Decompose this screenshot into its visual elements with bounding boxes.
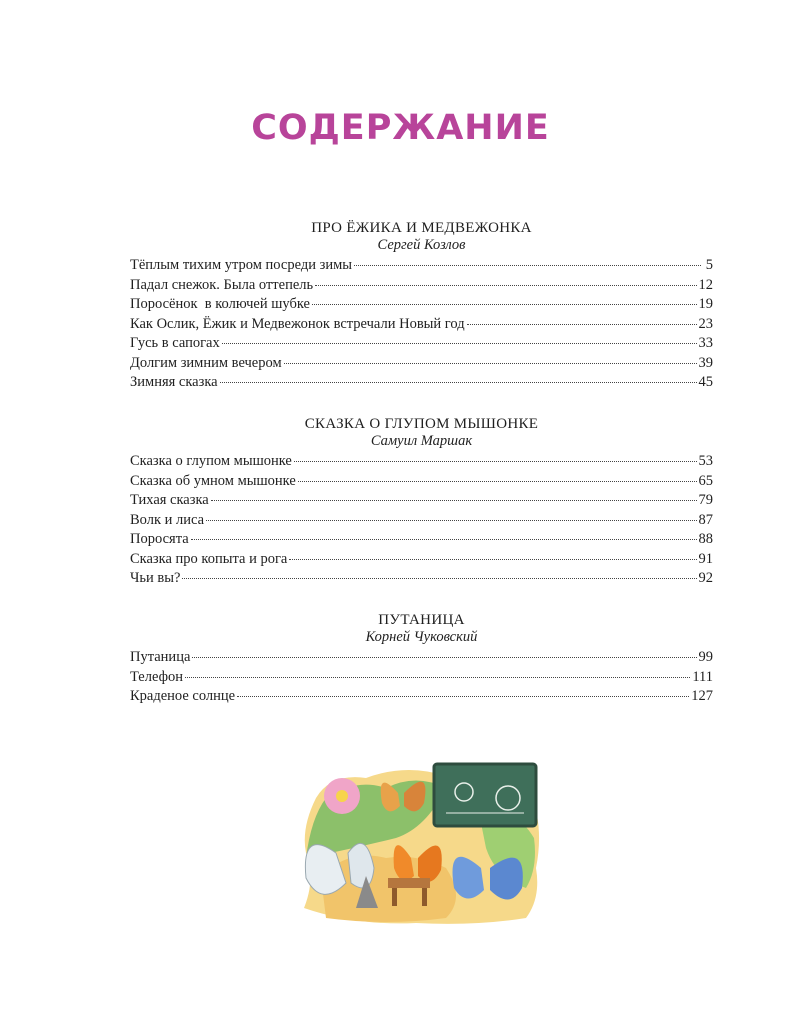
entry-page-number: 23 bbox=[698, 315, 713, 332]
entry-title: Телефон bbox=[130, 668, 183, 685]
butterflies-garden-illustration bbox=[296, 758, 546, 928]
dot-leader bbox=[294, 461, 697, 462]
dot-leader bbox=[185, 677, 690, 678]
toc-entry bbox=[130, 570, 713, 590]
toc-section-kozlov bbox=[130, 219, 713, 394]
toc-entry bbox=[130, 277, 713, 297]
toc-entries bbox=[130, 257, 713, 394]
entry-page-number: 53 bbox=[698, 453, 713, 469]
section-author: Корней Чуковский bbox=[365, 629, 478, 645]
dot-leader bbox=[298, 481, 697, 482]
entry-title: Как Ослик, Ёжик и Медвежонок встречали Новый год bbox=[130, 315, 465, 332]
toc-entry bbox=[130, 335, 713, 355]
entry-title: Поросята bbox=[130, 531, 189, 547]
entry-page-number: 88 bbox=[698, 531, 713, 547]
entry-title: Краденое солнце bbox=[130, 688, 236, 704]
entry-title: Зимняя сказка bbox=[130, 374, 218, 390]
dot-leader bbox=[191, 539, 697, 540]
dot-leader bbox=[211, 500, 697, 501]
dot-leader bbox=[284, 363, 697, 364]
entry-page-number: 19 bbox=[698, 296, 713, 312]
dot-leader bbox=[182, 578, 696, 579]
toc-section-marshak bbox=[130, 415, 713, 590]
section-title: ПРО ЁЖИКА И МЕДВЕЖОНКА bbox=[311, 220, 532, 236]
entry-title: Тёплым тихим утром посреди зимы bbox=[130, 257, 352, 273]
toc-entries bbox=[130, 453, 713, 590]
entry-title: Волк и лиса bbox=[130, 511, 205, 528]
dot-leader bbox=[467, 324, 697, 325]
section-author: Сергей Козлов bbox=[377, 237, 466, 253]
toc-entry bbox=[130, 669, 713, 689]
section-title: СКАЗКА О ГЛУПОМ МЫШОНКЕ bbox=[304, 416, 539, 432]
toc-entry bbox=[130, 688, 713, 708]
entry-page-number: 127 bbox=[691, 688, 713, 704]
entry-page-number: 65 bbox=[698, 472, 713, 489]
toc-entry bbox=[130, 492, 713, 512]
toc-entry bbox=[130, 512, 713, 532]
toc-section-chukovsky bbox=[130, 611, 713, 708]
dot-leader bbox=[220, 382, 697, 383]
toc-entry bbox=[130, 473, 713, 493]
dot-leader bbox=[222, 343, 697, 344]
entry-page-number: 5 bbox=[705, 257, 713, 273]
entry-page-number: 45 bbox=[698, 374, 713, 390]
entry-title: Тихая сказка bbox=[130, 492, 209, 508]
dot-leader bbox=[206, 520, 696, 521]
entry-title: Гусь в сапогах bbox=[130, 335, 220, 351]
entry-page-number: 91 bbox=[698, 550, 713, 567]
section-author: Самуил Маршак bbox=[370, 433, 473, 449]
dot-leader bbox=[289, 559, 696, 560]
toc-entry bbox=[130, 296, 713, 316]
toc-entries bbox=[130, 649, 713, 708]
dot-leader bbox=[237, 696, 689, 697]
entry-page-number: 99 bbox=[698, 649, 713, 665]
entry-title: Долгим зимним вечером bbox=[130, 354, 282, 371]
entry-title: Чьи вы? bbox=[130, 570, 181, 586]
toc-entry bbox=[130, 355, 713, 375]
toc-entry bbox=[130, 531, 713, 551]
entry-page-number: 79 bbox=[698, 492, 713, 508]
toc-entry bbox=[130, 649, 713, 669]
entry-page-number: 92 bbox=[698, 570, 713, 586]
entry-page-number: 39 bbox=[698, 354, 713, 371]
entry-title: Сказка про копыта и рога bbox=[130, 550, 288, 567]
entry-page-number: 87 bbox=[698, 511, 713, 528]
entry-page-number: 111 bbox=[692, 668, 713, 685]
dot-leader bbox=[192, 657, 696, 658]
entry-title: Путаница bbox=[130, 649, 191, 665]
dot-leader bbox=[354, 265, 701, 266]
entry-title: Поросёнок в колючей шубке bbox=[130, 296, 310, 312]
entry-page-number: 12 bbox=[698, 276, 713, 293]
toc-entry bbox=[130, 551, 713, 571]
entry-page-number: 33 bbox=[698, 335, 713, 351]
dot-leader bbox=[312, 304, 697, 305]
dot-leader bbox=[315, 285, 696, 286]
toc-entry bbox=[130, 453, 713, 473]
toc-entry bbox=[130, 374, 713, 394]
toc-entry bbox=[130, 316, 713, 336]
entry-title: Падал снежок. Была оттепель bbox=[130, 276, 314, 293]
page-title: СОДЕРЖАНИЕ bbox=[251, 108, 550, 148]
section-title: ПУТАНИЦА bbox=[378, 612, 465, 628]
entry-title: Сказка об умном мышонке bbox=[130, 472, 296, 489]
entry-title: Сказка о глупом мышонке bbox=[130, 453, 292, 469]
toc-entry bbox=[130, 257, 713, 277]
